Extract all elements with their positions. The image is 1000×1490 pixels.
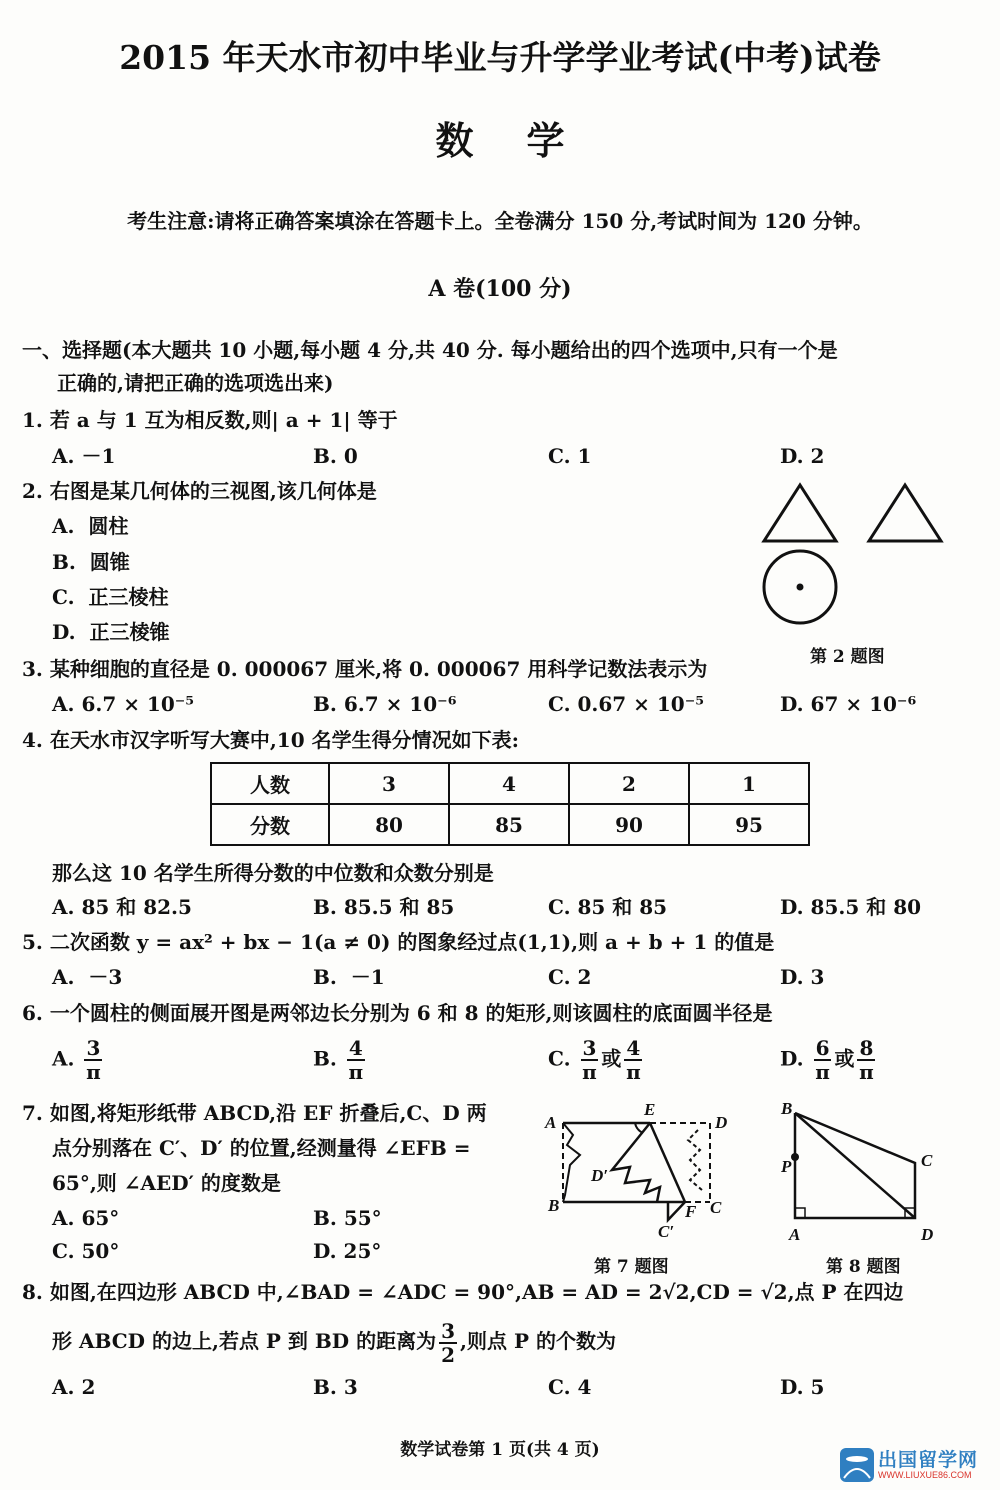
point-label: F: [685, 1202, 697, 1221]
top-view-center-dot: [797, 584, 804, 591]
option-label: A.: [52, 1046, 75, 1071]
q7-option-b: B. 55°: [313, 1206, 382, 1230]
point-label: C: [710, 1198, 722, 1217]
q3-option-a: A. 6.7 × 10⁻⁵: [52, 692, 195, 716]
page-footer: 数学试卷第 1 页(共 4 页): [400, 1440, 600, 1460]
question-3: 3. 某种细胞的直径是 0. 000067 厘米,将 0. 000067 用科学记数法表示为: [22, 657, 708, 681]
fraction: [857, 1037, 875, 1083]
table-cell: 85: [449, 804, 569, 845]
q5-option-b: B. －1: [313, 965, 385, 989]
q3-option-c: C. 0.67 × 10⁻⁵: [548, 692, 705, 716]
q8-quadrilateral-figure: [775, 1098, 945, 1248]
question-4-cont: 那么这 10 名学生所得分数的中位数和众数分别是: [52, 861, 494, 885]
q8-option-a: A. 2: [52, 1375, 96, 1399]
exam-title: 2015 年天水市初中毕业与升学学业考试(中考)试卷: [119, 38, 881, 77]
q4-option-d: D. 85.5 和 80: [780, 895, 922, 919]
side-view-triangle: [869, 485, 941, 541]
q1-option-c: C. 1: [548, 444, 592, 468]
notice: 考生注意:请将正确答案填涂在答题卡上。全卷满分 150 分,考试时间为 120 分钟。: [127, 209, 873, 233]
q7-option-a: A. 65°: [52, 1206, 120, 1230]
denominator: π: [626, 1060, 641, 1084]
logo-url: WWW.LIUXUE86.COM: [878, 1469, 972, 1480]
point-label: A: [545, 1113, 557, 1132]
numerator: 3: [582, 1036, 597, 1060]
q1-option-b: B. 0: [313, 444, 358, 468]
numerator: 4: [626, 1036, 641, 1060]
option-label: B.: [313, 1046, 337, 1071]
q8-text: ,则点 P 的个数为: [460, 1329, 616, 1353]
point-label: B: [781, 1099, 793, 1118]
q8-option-c: C. 4: [548, 1375, 592, 1399]
table-cell: 分数: [211, 804, 329, 845]
q4-option-b: B. 85.5 和 85: [313, 895, 455, 919]
denominator: 2: [441, 1342, 456, 1367]
numerator: 3: [86, 1036, 101, 1060]
fraction: [814, 1037, 832, 1083]
table-cell: 4: [449, 763, 569, 804]
q4-option-a: A. 85 和 82.5: [52, 895, 192, 919]
fraction: [581, 1037, 599, 1083]
table-cell: 2: [569, 763, 689, 804]
option-label: C.: [548, 1046, 571, 1071]
question-2: 2. 右图是某几何体的三视图,该几何体是: [22, 479, 377, 503]
q1-option-a: A. －1: [52, 444, 116, 468]
q7-folded-rectangle-figure: [540, 1095, 740, 1245]
question-7-line2: 点分别落在 C′、D′ 的位置,经测量得 ∠EFB =: [52, 1136, 471, 1160]
table-row: [211, 763, 809, 804]
question-5: 5. 二次函数 y = ax² + bx − 1(a ≠ 0) 的图象经过点(1,1),则 a + b + 1 的值是: [22, 930, 775, 954]
table-cell: 95: [689, 804, 809, 845]
fraction: [84, 1037, 102, 1083]
section-heading-cont: 正确的,请把正确的选项选出来): [57, 371, 334, 395]
point-label: D: [921, 1225, 934, 1244]
q8-option-d: D. 5: [780, 1375, 825, 1399]
question-7-line3: 65°,则 ∠AED′ 的度数是: [52, 1171, 281, 1195]
numerator: 8: [859, 1036, 874, 1060]
or-text: 或: [601, 1046, 622, 1071]
point-label: C′: [658, 1222, 675, 1241]
q6-option-b: [313, 1037, 368, 1083]
point-label: A: [789, 1225, 801, 1244]
point-label: E: [644, 1100, 656, 1119]
question-8-line2: [52, 1318, 616, 1366]
section-heading: 一、选择题(本大题共 10 小题,每小题 4 分,共 40 分. 每小题给出的四个选项中,只有一个是: [22, 338, 838, 362]
part-heading: A 卷(100 分): [428, 276, 572, 302]
front-view-triangle: [764, 485, 836, 541]
q8-option-b: B. 3: [313, 1375, 358, 1399]
q2-option-b: B. 圆锥: [52, 550, 130, 574]
table-cell: 1: [689, 763, 809, 804]
q4-option-c: C. 85 和 85: [548, 895, 668, 919]
site-logo: [840, 1448, 978, 1482]
point-p-marker: [791, 1153, 799, 1161]
q5-option-a: A. －3: [52, 965, 123, 989]
table-cell: 人数: [211, 763, 329, 804]
score-table: [210, 762, 810, 846]
point-label: P: [781, 1157, 792, 1176]
table-cell: 80: [329, 804, 449, 845]
question-8: 8. 如图,在四边形 ABCD 中,∠BAD = ∠ADC = 90°,AB = AD = 2√2,CD = √2,点 P 在四边: [22, 1280, 904, 1304]
denominator: π: [582, 1060, 597, 1084]
question-4: 4. 在天水市汉字听写大赛中,10 名学生得分情况如下表:: [22, 728, 519, 752]
q7-option-c: C. 50°: [52, 1239, 120, 1263]
denominator: π: [859, 1060, 874, 1084]
fraction: [439, 1320, 457, 1366]
denominator: π: [348, 1060, 364, 1084]
logo-icon: [840, 1448, 874, 1482]
numerator: 3: [441, 1318, 456, 1343]
point-label: C: [921, 1151, 933, 1170]
question-1: 1. 若 a 与 1 互为相反数,则| a + 1| 等于: [22, 408, 398, 432]
subject-title: 数 学: [435, 118, 565, 163]
q5-option-c: C. 2: [548, 965, 592, 989]
question-6: 6. 一个圆柱的侧面展开图是两邻边长分别为 6 和 8 的矩形,则该圆柱的底面圆半径是: [22, 1001, 773, 1025]
denominator: π: [815, 1060, 830, 1084]
numerator: 6: [815, 1036, 830, 1060]
q7-figure-caption: 第 7 题图: [594, 1257, 669, 1277]
q2-figure-caption: 第 2 题图: [810, 647, 885, 667]
point-label: D′: [591, 1166, 609, 1185]
point-label: B: [548, 1196, 560, 1215]
fraction: [347, 1037, 365, 1083]
q8-figure-caption: 第 8 题图: [826, 1257, 901, 1277]
or-text: 或: [834, 1046, 855, 1071]
q5-option-d: D. 3: [780, 965, 825, 989]
table-cell: 3: [329, 763, 449, 804]
numerator: 4: [348, 1036, 363, 1060]
q2-option-d: D. 正三棱锥: [52, 620, 170, 644]
q3-option-b: B. 6.7 × 10⁻⁶: [313, 692, 457, 716]
q2-option-c: C. 正三棱柱: [52, 585, 169, 609]
denominator: π: [86, 1060, 101, 1084]
table-cell: 90: [569, 804, 689, 845]
q8-text: 形 ABCD 的边上,若点 P 到 BD 的距离为: [52, 1329, 437, 1353]
point-label: D: [715, 1113, 728, 1132]
logo-text: 出国留学网: [878, 1448, 979, 1471]
q3-option-d: D. 67 × 10⁻⁶: [780, 692, 917, 716]
option-label: D.: [780, 1046, 804, 1071]
three-view-figure: [755, 475, 955, 650]
q6-option-a: [52, 1037, 105, 1083]
q2-option-a: A. 圆柱: [52, 514, 129, 538]
q6-option-d: [780, 1037, 878, 1083]
fraction: [624, 1037, 642, 1083]
q7-option-d: D. 25°: [313, 1239, 382, 1263]
q1-option-d: D. 2: [780, 444, 825, 468]
question-7: 7. 如图,将矩形纸带 ABCD,沿 EF 折叠后,C、D 两: [22, 1101, 487, 1125]
table-row: [211, 804, 809, 845]
q6-option-c: [548, 1037, 645, 1083]
